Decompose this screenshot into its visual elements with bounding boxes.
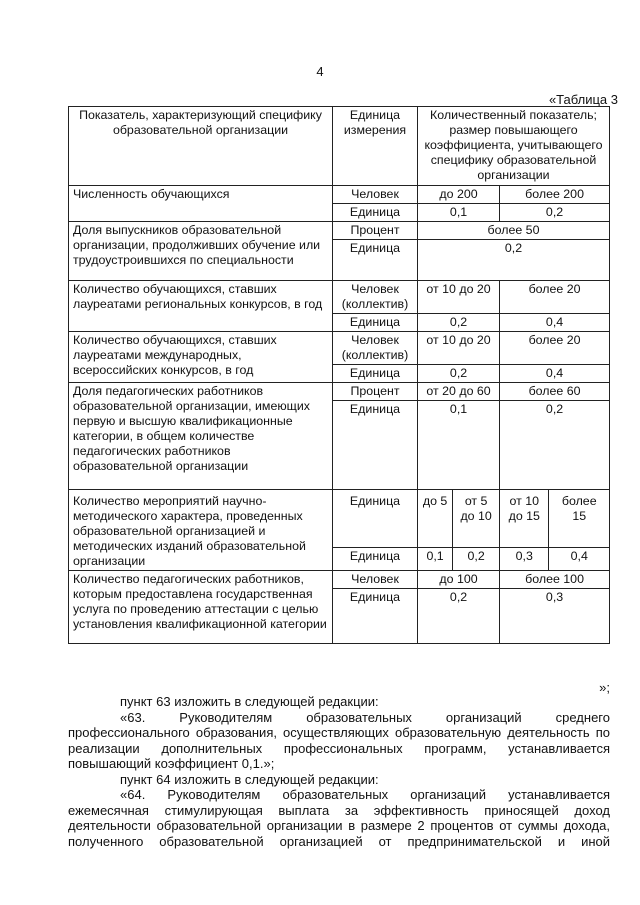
- paragraph-64: «64. Руководителям образовательных организаций устанавливается ежемесячная стимулирующая выплата за эффективность приносящей доход деятельности образовательной организации в размере 2 процентов от суммы дохода, полученного образовательной организацией от предпринимательской и иной: [68, 787, 610, 849]
- coefficient-table: [68, 106, 610, 644]
- row-coefficient: 0,4: [500, 365, 610, 383]
- row-value: более 200: [500, 186, 610, 204]
- row-unit: Единица: [333, 240, 418, 281]
- row-value: до 5: [418, 490, 453, 548]
- row-value: более 20: [500, 332, 610, 365]
- row-unit: Единица: [333, 548, 418, 571]
- table-row: [69, 222, 610, 240]
- row-value: до 200: [418, 186, 500, 204]
- row-coefficient: 0,2: [418, 365, 500, 383]
- row-value: более 60: [500, 383, 610, 401]
- row-coefficient: 0,1: [418, 548, 453, 571]
- table-row: [69, 490, 610, 548]
- row-value: от 10 до 15: [500, 490, 549, 548]
- row-coefficient: 0,4: [500, 314, 610, 332]
- row-coefficient: 0,1: [418, 204, 500, 222]
- row-coefficient: 0,2: [453, 548, 500, 571]
- header-indicator: Показатель, характеризующий специфику образовательной организации: [69, 107, 333, 186]
- row-value: от 10 до 20: [418, 281, 500, 314]
- row-indicator: Количество педагогических работников, которым предоставлена государственная услуга по проведению аттестации с целью установления квалификационной категории: [69, 571, 333, 644]
- row-unit: Единица: [333, 314, 418, 332]
- table-row: [69, 332, 610, 365]
- row-coefficient: 0,2: [418, 589, 500, 644]
- row-coefficient: 0,1: [418, 401, 500, 490]
- row-coefficient: 0,4: [549, 548, 610, 571]
- row-unit: Единица: [333, 365, 418, 383]
- body-text: [68, 694, 610, 849]
- row-unit: Процент: [333, 383, 418, 401]
- row-coefficient: 0,3: [500, 589, 610, 644]
- row-unit: Единица: [333, 204, 418, 222]
- page-number: 4: [316, 64, 324, 79]
- row-value: от 10 до 20: [418, 332, 500, 365]
- row-value: более 100: [500, 571, 610, 589]
- row-coefficient: 0,2: [500, 401, 610, 490]
- row-coefficient: 0,2: [418, 240, 610, 281]
- table-row: [69, 383, 610, 401]
- table-header-row: [69, 107, 610, 186]
- row-indicator: Доля выпускников образовательной организации, продолживших обучение или трудоустроившихся по специальности: [69, 222, 333, 281]
- row-coefficient: 0,3: [500, 548, 549, 571]
- row-unit: Единица: [333, 589, 418, 644]
- row-unit: Процент: [333, 222, 418, 240]
- row-unit: Единица: [333, 490, 418, 548]
- row-value: более 50: [418, 222, 610, 240]
- row-value: более 20: [500, 281, 610, 314]
- row-coefficient: 0,2: [418, 314, 500, 332]
- row-value: от 5 до 10: [453, 490, 500, 548]
- row-indicator: Доля педагогических работников образовательной организации, имеющих первую и высшую квалификационные категории, в общем количестве педагогических работников образовательной организации: [69, 383, 333, 490]
- end-quote: »;: [599, 680, 610, 695]
- row-unit: Человек: [333, 571, 418, 589]
- row-indicator: Количество обучающихся, ставших лауреатами региональных конкурсов, в год: [69, 281, 333, 332]
- row-unit: Человек (коллектив): [333, 332, 418, 365]
- header-value: Количественный показатель; размер повышающего коэффициента, учитывающего специфику образовательной организации: [418, 107, 610, 186]
- row-indicator: Количество обучающихся, ставших лауреатами международных, всероссийских конкурсов, в год: [69, 332, 333, 383]
- table-row: [69, 571, 610, 589]
- row-coefficient: 0,2: [500, 204, 610, 222]
- row-value: более 15: [549, 490, 610, 548]
- paragraph-amend-64: пункт 64 изложить в следующей редакции:: [120, 771, 379, 787]
- paragraph-63: «63. Руководителям образовательных организаций среднего профессионального образования, осуществляющих образовательную деятельность по реализации дополнительных профессиональных программ, устанавливается повышающий коэффициент 0,1.»;: [68, 709, 610, 771]
- table-row: [69, 281, 610, 314]
- row-unit: Человек: [333, 186, 418, 204]
- table-caption: «Таблица 3: [548, 92, 618, 107]
- row-unit: Единица: [333, 401, 418, 490]
- row-indicator: Численность обучающихся: [69, 186, 333, 222]
- row-indicator: Количество мероприятий научно-методического характера, проведенных образовательной организацией и методических изданий образовательной организации: [69, 490, 333, 571]
- row-value: от 20 до 60: [418, 383, 500, 401]
- header-unit: Единица измерения: [333, 107, 418, 186]
- row-unit: Человек (коллектив): [333, 281, 418, 314]
- paragraph-amend-63: пункт 63 изложить в следующей редакции:: [120, 694, 379, 709]
- row-value: до 100: [418, 571, 500, 589]
- table-row: [69, 186, 610, 204]
